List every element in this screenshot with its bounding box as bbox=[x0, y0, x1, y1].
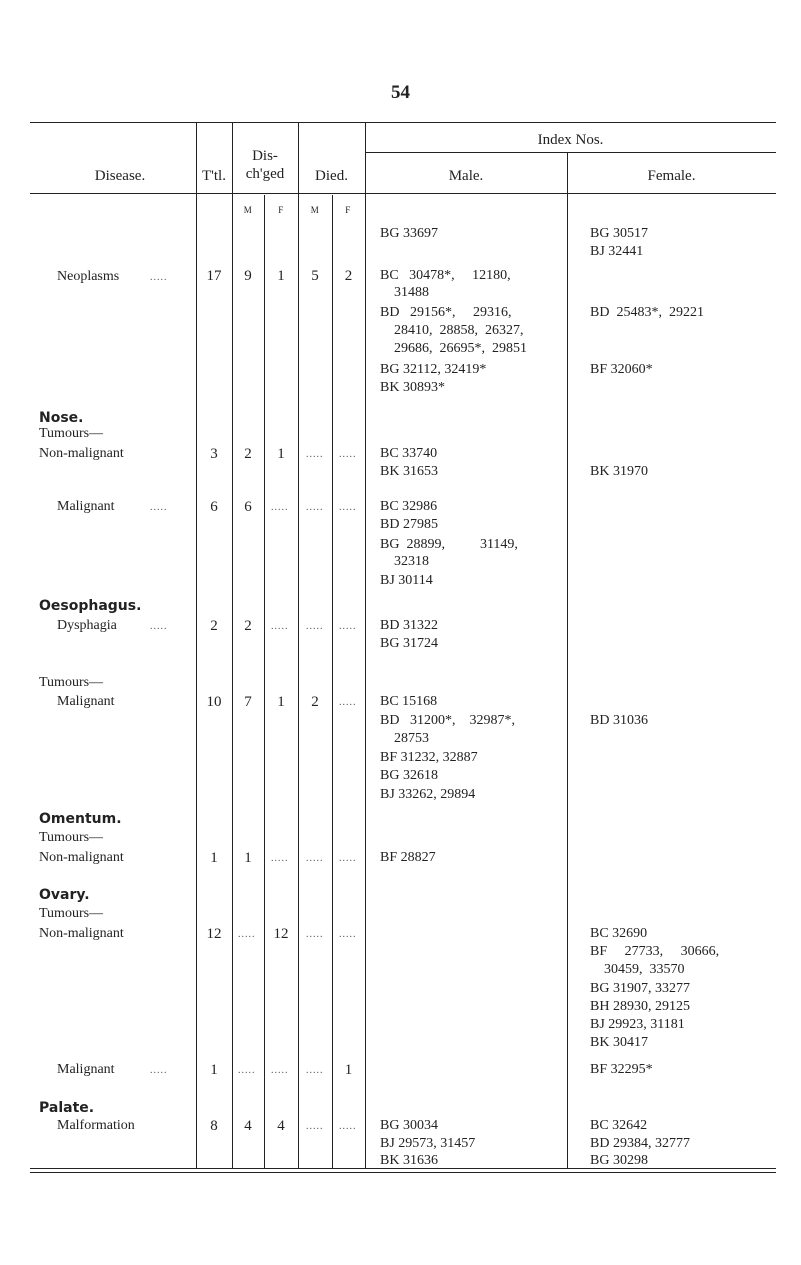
oes-mal-total: 10 bbox=[206, 694, 222, 710]
male-entry: 28410, 28858, 26327, bbox=[394, 323, 524, 338]
female-entry: BC 32642 bbox=[590, 1118, 648, 1133]
header-female: Female. bbox=[647, 168, 696, 184]
male-entry: BK 31636 bbox=[380, 1153, 438, 1168]
female-entry: BF 27733, 30666, bbox=[590, 944, 720, 959]
section-ovary: Ovary. bbox=[39, 887, 90, 903]
label-tumours-2: Tumours— bbox=[39, 675, 104, 690]
empty-cell-dots: ..... bbox=[238, 1065, 256, 1076]
label-neoplasms: Neoplasms bbox=[57, 269, 120, 284]
label-malignant-2: Malignant bbox=[57, 694, 115, 709]
male-entry: BD 31200*, 32987*, bbox=[380, 713, 515, 728]
female-entry: 30459, 33570 bbox=[604, 962, 685, 977]
male-entry: BG 30034 bbox=[380, 1118, 438, 1133]
leader-dots: ..... bbox=[150, 502, 168, 513]
section-palate: Palate. bbox=[39, 1100, 95, 1116]
header-disease: Disease. bbox=[94, 168, 146, 184]
dysphagia-total: 2 bbox=[210, 618, 218, 634]
label-malformation: Malformation bbox=[57, 1118, 135, 1133]
empty-cell-dots: ..... bbox=[339, 853, 357, 864]
neoplasms-died-m: 5 bbox=[311, 268, 319, 284]
empty-cell-dots: ..... bbox=[271, 1065, 289, 1076]
empty-cell-dots: ..... bbox=[306, 929, 324, 940]
male-entry: BD 31322 bbox=[380, 618, 438, 633]
nose-mal-dis-m: 6 bbox=[244, 499, 252, 515]
col-line-7 bbox=[567, 152, 568, 1168]
male-entry: BJ 29573, 31457 bbox=[380, 1136, 476, 1151]
header-bottom-rule bbox=[30, 193, 776, 194]
header-index-nos: Index Nos. bbox=[537, 132, 604, 148]
palate-dis-f: 4 bbox=[277, 1118, 285, 1134]
header-discharged-1: Dis- bbox=[252, 148, 278, 164]
male-entry: BC 33740 bbox=[380, 446, 438, 461]
dysphagia-dis-m: 2 bbox=[244, 618, 252, 634]
label-non-malignant-1: Non-malignant bbox=[39, 446, 124, 461]
female-entry: BG 30517 bbox=[590, 226, 648, 241]
empty-cell-dots: ..... bbox=[339, 1121, 357, 1132]
male-entry: 29686, 26695*, 29851 bbox=[394, 341, 527, 356]
female-entry: BJ 29923, 31181 bbox=[590, 1017, 685, 1032]
empty-cell-dots: ..... bbox=[306, 1065, 324, 1076]
empty-cell-dots: ..... bbox=[339, 697, 357, 708]
col-line-6 bbox=[365, 122, 366, 1168]
ovary-nonmal-dis-f: 12 bbox=[273, 926, 289, 942]
col-line-3 bbox=[264, 195, 265, 1168]
label-non-malignant-3: Non-malignant bbox=[39, 926, 124, 941]
empty-cell-dots: ..... bbox=[306, 853, 324, 864]
male-entry: BF 28827 bbox=[380, 850, 436, 865]
nose-nonmal-total: 3 bbox=[210, 446, 218, 462]
female-entry: BG 31907, 33277 bbox=[590, 981, 690, 996]
male-entry: 32318 bbox=[394, 554, 429, 569]
header-dis-f: F bbox=[278, 205, 284, 215]
empty-cell-dots: ..... bbox=[339, 929, 357, 940]
ovary-mal-died-f: 1 bbox=[344, 1062, 353, 1078]
male-entry: BF 31232, 32887 bbox=[380, 750, 478, 765]
female-entry: BF 32060* bbox=[590, 362, 653, 377]
female-entry: BF 32295* bbox=[590, 1062, 653, 1077]
table-top-rule bbox=[30, 122, 776, 123]
empty-cell-dots: ..... bbox=[271, 621, 289, 632]
leader-dots: ..... bbox=[150, 621, 168, 632]
male-entry: 31488 bbox=[394, 285, 429, 300]
male-entry: BC 15168 bbox=[380, 694, 438, 709]
empty-cell-dots: ..... bbox=[306, 1121, 324, 1132]
ovary-mal-total: 1 bbox=[210, 1062, 218, 1078]
male-entry: 28753 bbox=[394, 731, 429, 746]
header-died-m: M bbox=[310, 205, 320, 215]
label-tumours-1: Tumours— bbox=[39, 426, 104, 441]
male-entry: BG 32618 bbox=[380, 768, 438, 783]
leader-dots: ..... bbox=[150, 1065, 168, 1076]
empty-cell-dots: ..... bbox=[339, 621, 357, 632]
male-entry: BJ 30114 bbox=[380, 573, 433, 588]
nose-mal-total: 6 bbox=[210, 499, 218, 515]
empty-cell-dots: ..... bbox=[339, 502, 357, 513]
female-entry: BD 29384, 32777 bbox=[590, 1136, 690, 1151]
header-total: T'tl. bbox=[202, 168, 226, 184]
male-entry: BJ 33262, 29894 bbox=[380, 787, 476, 802]
oes-mal-dis-m: 7 bbox=[244, 694, 252, 710]
female-entry: BK 30417 bbox=[590, 1035, 648, 1050]
ovary-nonmal-total: 12 bbox=[206, 926, 222, 942]
empty-cell-dots: ..... bbox=[339, 449, 357, 460]
oes-mal-died-m: 2 bbox=[311, 694, 319, 710]
omentum-nonmal-dis-m: 1 bbox=[244, 850, 252, 866]
female-entry: BK 31970 bbox=[590, 464, 648, 479]
male-entry: BK 31653 bbox=[380, 464, 438, 479]
female-entry: BC 32690 bbox=[590, 926, 648, 941]
label-dysphagia: Dysphagia bbox=[57, 618, 117, 633]
neoplasms-dis-f: 1 bbox=[277, 268, 285, 284]
female-entry: BD 25483*, 29221 bbox=[590, 305, 704, 320]
palate-dis-m: 4 bbox=[244, 1118, 252, 1134]
empty-cell-dots: ..... bbox=[271, 502, 289, 513]
male-entry: BG 28899, 31149, bbox=[380, 537, 518, 552]
male-entry: BG 32112, 32419* bbox=[380, 362, 487, 377]
page-number: 54 bbox=[391, 82, 410, 103]
female-entry: BG 30298 bbox=[590, 1153, 648, 1168]
empty-cell-dots: ..... bbox=[306, 449, 324, 460]
male-entry: BG 33697 bbox=[380, 226, 438, 241]
male-entry: BC 32986 bbox=[380, 499, 438, 514]
header-died: Died. bbox=[315, 168, 348, 184]
table-bottom-rule-2 bbox=[30, 1172, 776, 1173]
female-entry: BJ 32441 bbox=[590, 244, 644, 259]
header-died-f: F bbox=[345, 205, 351, 215]
label-non-malignant-2: Non-malignant bbox=[39, 850, 124, 865]
nose-nonmal-dis-f: 1 bbox=[277, 446, 285, 462]
omentum-nonmal-total: 1 bbox=[210, 850, 218, 866]
empty-cell-dots: ..... bbox=[238, 929, 256, 940]
label-tumours-4: Tumours— bbox=[39, 906, 104, 921]
male-entry: BK 30893* bbox=[380, 380, 445, 395]
empty-cell-dots: ..... bbox=[306, 502, 324, 513]
male-entry: BG 31724 bbox=[380, 636, 438, 651]
label-tumours-3: Tumours— bbox=[39, 830, 104, 845]
index-subheader-rule bbox=[365, 152, 776, 153]
male-entry: BD 29156*, 29316, bbox=[380, 305, 512, 320]
female-entry: BD 31036 bbox=[590, 713, 648, 728]
section-nose: Nose. bbox=[39, 410, 84, 426]
label-malignant-1: Malignant bbox=[57, 499, 115, 514]
section-oesophagus: Oesophagus. bbox=[39, 598, 142, 614]
section-omentum: Omentum. bbox=[39, 811, 122, 827]
neoplasms-died-f: 2 bbox=[344, 268, 353, 284]
neoplasms-total: 17 bbox=[206, 268, 222, 284]
male-entry: BC 30478*, 12180, bbox=[380, 268, 511, 283]
oes-mal-dis-f: 1 bbox=[277, 694, 285, 710]
female-entry: BH 28930, 29125 bbox=[590, 999, 690, 1014]
leader-dots: ..... bbox=[150, 272, 168, 283]
label-malignant-3: Malignant bbox=[57, 1062, 115, 1077]
header-dis-m: M bbox=[243, 205, 253, 215]
header-male: Male. bbox=[448, 168, 484, 184]
palate-total: 8 bbox=[210, 1118, 218, 1134]
male-entry: BD 27985 bbox=[380, 517, 438, 532]
col-line-5 bbox=[332, 195, 333, 1168]
nose-nonmal-dis-m: 2 bbox=[244, 446, 252, 462]
neoplasms-dis-m: 9 bbox=[244, 268, 252, 284]
empty-cell-dots: ..... bbox=[306, 621, 324, 632]
empty-cell-dots: ..... bbox=[271, 853, 289, 864]
header-discharged-2: ch'ged bbox=[245, 166, 285, 182]
